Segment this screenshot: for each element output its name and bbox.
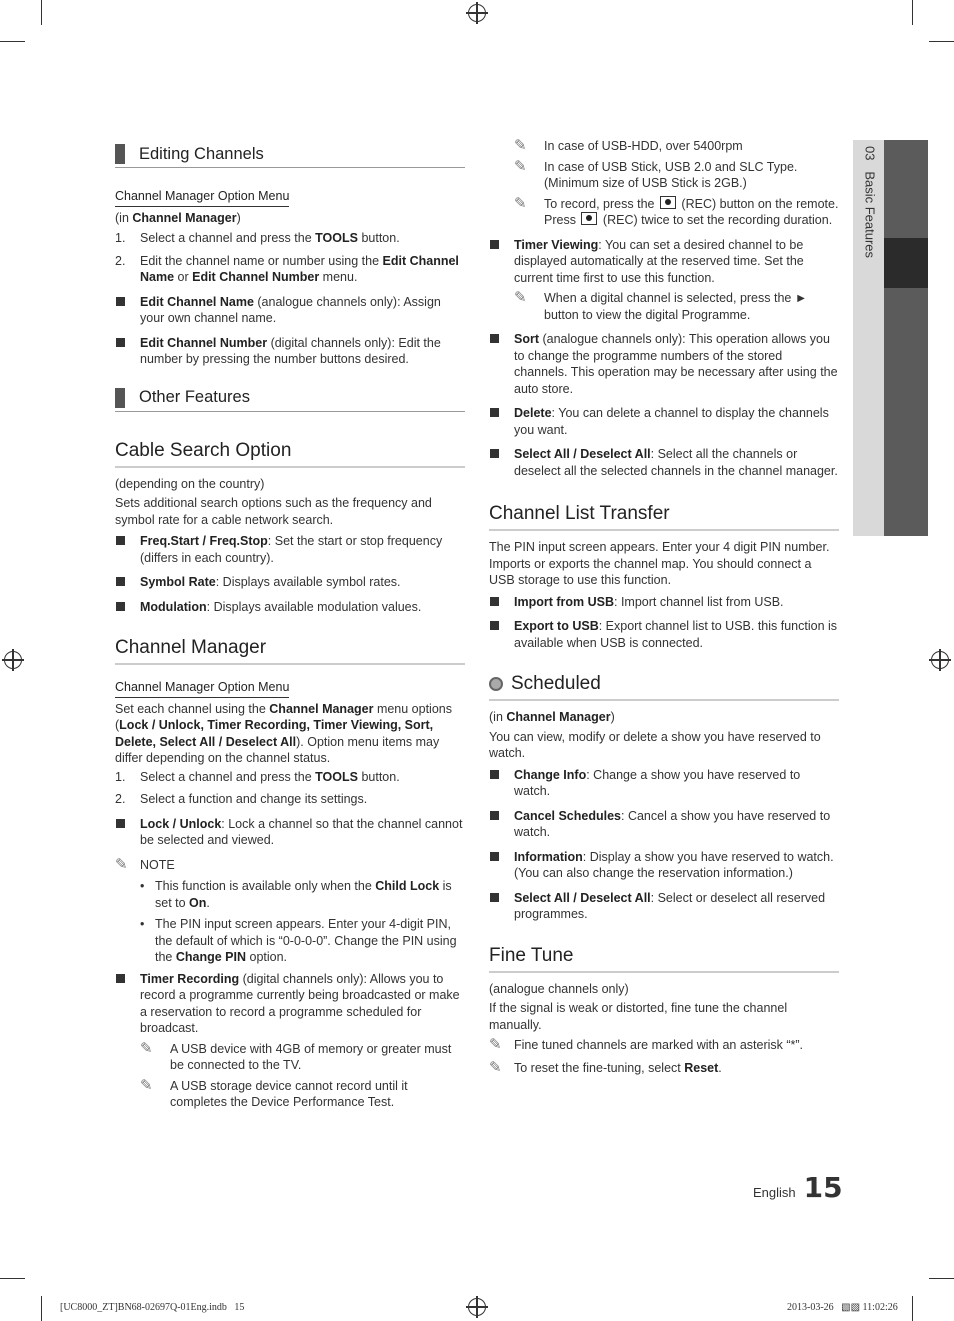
step-item: 1. Select a channel and press the TOOLS button. (115, 231, 400, 245)
bullet-item: Select All / Deselect All: Select all the channels or deselect all the selected channels in the channel manager. (489, 446, 839, 479)
crop-mark (912, 1296, 913, 1321)
pencil-icon: ✎ (140, 1076, 153, 1094)
crop-mark (41, 1296, 42, 1321)
crop-mark (929, 1278, 954, 1279)
section-title-scheduled: Scheduled (489, 673, 839, 701)
bullet-item: Delete: You can delete a channel to display the channels you want. (489, 405, 839, 438)
crop-mark (0, 41, 25, 42)
tip-note: ✎ Fine tuned channels are marked with an asterisk “*”. (489, 1036, 804, 1053)
paragraph: (analogue channels only) (489, 981, 629, 996)
bullet-item: Sort (analogue channels only): This operation allows you to change the programme numbers of the stored channels. This operation may be necessary after using the auto store. (489, 331, 839, 397)
left-column (115, 136, 465, 1111)
record-button-icon (660, 196, 676, 209)
option-menu-label: Channel Manager Option Menu (115, 188, 289, 207)
clock-icon (489, 677, 503, 691)
bullet-item: Freq.Start / Freq.Stop: Set the start or stop frequency (differs in each country). (115, 533, 465, 566)
page-footer (753, 1171, 843, 1204)
paragraph: You can view, modify or delete a show you have reserved to watch. (489, 729, 821, 760)
tip-note: ✎ To reset the fine-tuning, select Reset. (489, 1058, 722, 1076)
bullet-item: Cancel Schedules: Cancel a show you have reserved to watch. (489, 808, 839, 841)
crop-mark (912, 0, 913, 25)
section-title-channel-list-transfer: Channel List Transfer (489, 503, 839, 531)
bullet-item: Timer Recording (digital channels only): Allows you to record a programme currently being broadcasted or make a reservation to record a programme scheduled for broadcast. (115, 971, 465, 1037)
bullet-item: Edit Channel Number (digital channels only): Edit the number by pressing the number buttons desired. (115, 335, 465, 368)
bullet-item: Import from USB: Import channel list from USB. (489, 594, 839, 611)
section-title-channel-manager: Channel Manager (115, 637, 465, 665)
note-bullet: • This function is available only when the Child Lock is set to On. (140, 879, 452, 910)
tip-note: ✎ A USB storage device cannot record until it completes the Device Performance Test. (140, 1076, 408, 1109)
step-item: 1. Select a channel and press the TOOLS button. (115, 769, 400, 784)
chapter-tab-marker (884, 238, 928, 288)
paragraph: Set each channel using the Channel Manager menu options (Lock / Unlock, Timer Recording, Timer Viewing, Sort, Delete, Select All / Deselect All). Option menu items may differ depending on the channel status. (115, 701, 452, 765)
pencil-icon: ✎ (489, 1036, 502, 1053)
heading-bar (115, 144, 125, 164)
step-item: 2. Edit the channel name or number using the Edit Channel Name or Edit Channel Number menu. (115, 253, 459, 284)
language-label: English (753, 1185, 796, 1200)
paragraph: If the signal is weak or distorted, fine tune the channel manually. (489, 1001, 788, 1032)
crop-mark (0, 1278, 25, 1279)
section-title-cable-search: Cable Search Option (115, 440, 465, 468)
pencil-icon: ✎ (115, 855, 128, 873)
pencil-icon: ✎ (514, 194, 527, 212)
chapter-tab-label: 03 Basic Features (862, 146, 878, 259)
option-menu-label: Channel Manager Option Menu (115, 679, 289, 698)
record-button-icon (581, 212, 597, 225)
crop-mark (929, 41, 954, 42)
registration-mark-icon (468, 1298, 486, 1316)
note-heading: ✎ NOTE (115, 855, 175, 873)
bullet-item: Modulation: Displays available modulation values. (115, 599, 465, 616)
print-slug-right: 2013-03-26 ▧▧ 11:02:26 (787, 1302, 898, 1313)
bullet-item: Information: Display a show you have reserved to watch. (You can also change the reservation information.) (489, 849, 839, 882)
pencil-icon: ✎ (514, 137, 527, 154)
tip-note: ✎ In case of USB-HDD, over 5400rpm (514, 137, 743, 154)
tip-note: ✎ To record, press the (REC) button on the remote. Press (REC) twice to set the recording duration. (514, 194, 839, 227)
pencil-icon: ✎ (489, 1058, 502, 1076)
tip-note: ✎ When a digital channel is selected, press the ► button to view the digital Programme. (514, 289, 808, 322)
bullet-item: Change Info: Change a show you have reserved to watch. (489, 767, 839, 800)
pencil-icon: ✎ (514, 157, 527, 175)
crop-mark (41, 0, 42, 25)
page-number: 15 (803, 1171, 843, 1204)
paragraph: Sets additional search options such as the frequency and symbol rate for a cable network search. (115, 496, 432, 527)
registration-mark-icon (468, 4, 486, 22)
registration-mark-icon (931, 651, 949, 669)
registration-mark-icon (4, 651, 22, 669)
bullet-item: Export to USB: Export channel list to USB. this function is available when USB is connected. (489, 618, 839, 651)
heading-bar (115, 388, 125, 408)
pencil-icon: ✎ (514, 289, 527, 306)
note-bullet: • The PIN input screen appears. Enter your 4-digit PIN, the default of which is “0-0-0-0”. Change the PIN using the Change PIN option. (140, 917, 457, 964)
right-column (489, 138, 839, 1076)
paragraph: (depending on the country) (115, 476, 265, 491)
paragraph: The PIN input screen appears. Enter your 4 digit PIN number. Imports or exports the channel map. You should connect a USB storage to use this function. (489, 540, 830, 587)
section-title-fine-tune: Fine Tune (489, 945, 839, 973)
bullet-item: Lock / Unlock: Lock a channel so that the channel cannot be selected and viewed. (115, 816, 465, 849)
pencil-icon: ✎ (140, 1039, 153, 1057)
step-item: 2. Select a function and change its settings. (115, 792, 368, 806)
bullet-item: Timer Viewing: You can set a desired channel to be displayed automatically at the reserved time. Set the current time first to use this function. (489, 237, 839, 287)
print-slug-left: [UC8000_ZT]BN68-02697Q-01Eng.indb 15 (60, 1302, 245, 1313)
chapter-tab (853, 140, 928, 536)
tip-note: ✎ In case of USB Stick, USB 2.0 and SLC Type. (Minimum size of USB Stick is 2GB.) (514, 157, 798, 190)
subheading-other-features: Other Features (115, 386, 465, 412)
context-note: (in Channel Manager) (489, 710, 615, 724)
chapter-tab-band (884, 140, 928, 536)
tip-note: ✎ A USB device with 4GB of memory or greater must be connected to the TV. (140, 1039, 452, 1072)
bullet-item: Select All / Deselect All: Select or deselect all reserved programmes. (489, 890, 839, 923)
bullet-item: Edit Channel Name (analogue channels only): Assign your own channel name. (115, 294, 465, 327)
bullet-item: Symbol Rate: Displays available symbol rates. (115, 574, 465, 591)
context-note: (in Channel Manager) (115, 210, 241, 225)
subheading-editing-channels: Editing Channels (115, 142, 465, 168)
